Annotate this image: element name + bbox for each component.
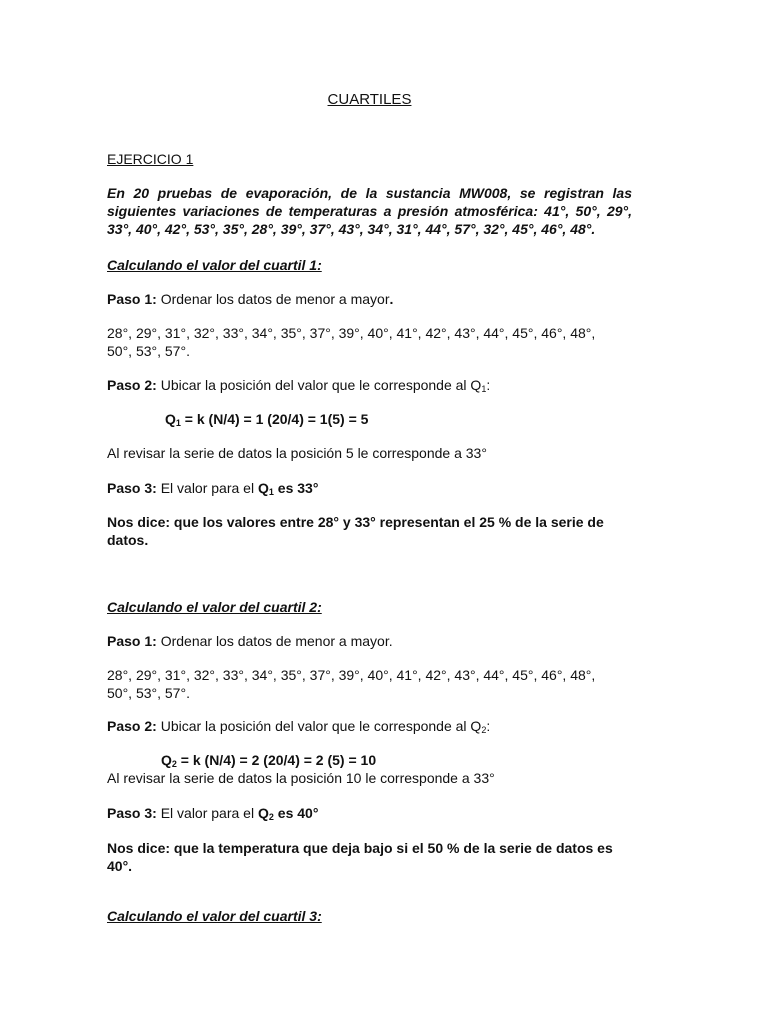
q2-heading: Calculando el valor del cuartil 2:	[107, 599, 322, 615]
q1-formula-q: Q	[165, 411, 176, 427]
q1-formula-sub: 1	[175, 418, 181, 428]
q1-paso1-label: Paso 1:	[107, 291, 157, 307]
q2-formula-q: Q	[161, 752, 172, 768]
q2-paso1-text: Ordenar los datos de menor a mayor.	[156, 633, 393, 649]
q2-paso1	[107, 632, 632, 650]
q1-paso3	[107, 479, 632, 497]
problem-statement: En 20 pruebas de evaporación, de la sustancia MW008, se registran las siguientes variaciones de temperaturas a presión atmosférica: 41°, 50°, 29°, 33°, 40°, 42°, 53°, 35°, 28°, 39°, 37°, 43°, 34°, 31°, 44°, 57°, 32°, 45°, 46°, 48°.	[107, 185, 632, 237]
q1-sorted-data	[107, 324, 632, 360]
q2-paso2-label: Paso 2:	[107, 718, 157, 734]
q1-paso2-sub: 1	[481, 384, 487, 394]
q1-paso3-sub: 1	[268, 487, 274, 497]
q1-paso1-end: .	[389, 291, 394, 307]
q2-sorted-data	[107, 666, 632, 702]
q2-paso1-label: Paso 1:	[107, 633, 157, 649]
page-title: CUARTILES	[327, 91, 412, 108]
q2-paso3-label: Paso 3:	[107, 805, 157, 821]
q1-paso2	[107, 376, 632, 394]
q2-review: Al revisar la serie de datos la posición 10 le corresponde a 33°	[107, 770, 495, 786]
q2-conclusion: Nos dice: que la temperatura que deja bajo si el 50 % de la serie de datos es 40°.	[107, 840, 613, 874]
q1-heading: Calculando el valor del cuartil 1:	[107, 257, 322, 273]
exercise-heading: EJERCICIO 1	[107, 151, 194, 167]
q2-paso2-end: :	[486, 718, 491, 734]
q1-formula	[165, 410, 625, 428]
q2-paso2	[107, 717, 632, 735]
q1-paso2-label: Paso 2:	[107, 377, 157, 393]
q2-paso3	[107, 804, 632, 822]
q2-paso2-sub: 2	[481, 725, 487, 735]
q1-sorted-line2: 50°, 53°, 57°.	[107, 343, 190, 359]
q1-paso2-text: Ubicar la posición del valor que le corresponde al Q	[156, 377, 482, 393]
q1-review: Al revisar la serie de datos la posición 5 le corresponde a 33°	[107, 445, 487, 461]
q2-formula-sub: 2	[171, 759, 177, 769]
q2-sorted-line2: 50°, 53°, 57°.	[107, 685, 190, 701]
q2-formula	[161, 751, 621, 769]
q1-paso3-label: Paso 3:	[107, 480, 157, 496]
q1-paso3-value: es 33°	[273, 480, 319, 496]
q3-heading: Calculando el valor del cuartil 3:	[107, 908, 322, 924]
q2-formula-rest: = k (N/4) = 2 (20/4) = 2 (5) = 10	[176, 752, 377, 768]
q2-sorted-line1: 28°, 29°, 31°, 32°, 33°, 34°, 35°, 37°, 39°, 40°, 41°, 42°, 43°, 44°, 45°, 46°, 48°,	[107, 667, 596, 683]
q1-paso3-text: El valor para el	[156, 480, 258, 496]
q2-paso3-q: Q	[257, 805, 269, 821]
q2-paso3-sub: 2	[268, 812, 274, 822]
q2-paso3-text: El valor para el	[156, 805, 258, 821]
q1-paso1-text: Ordenar los datos de menor a mayor	[156, 291, 390, 307]
q1-formula-rest: = k (N/4) = 1 (20/4) = 1(5) = 5	[180, 411, 369, 427]
q1-sorted-line1: 28°, 29°, 31°, 32°, 33°, 34°, 35°, 37°, 39°, 40°, 41°, 42°, 43°, 44°, 45°, 46°, 48°,	[107, 325, 596, 341]
q1-conclusion: Nos dice: que los valores entre 28° y 33° representan el 25 % de la serie de datos.	[107, 514, 604, 548]
q2-paso3-value: es 40°	[273, 805, 319, 821]
q1-paso1	[107, 290, 632, 308]
q2-paso2-text: Ubicar la posición del valor que le corresponde al Q	[156, 718, 482, 734]
q1-paso2-end: :	[486, 377, 491, 393]
q1-paso3-q: Q	[257, 480, 269, 496]
